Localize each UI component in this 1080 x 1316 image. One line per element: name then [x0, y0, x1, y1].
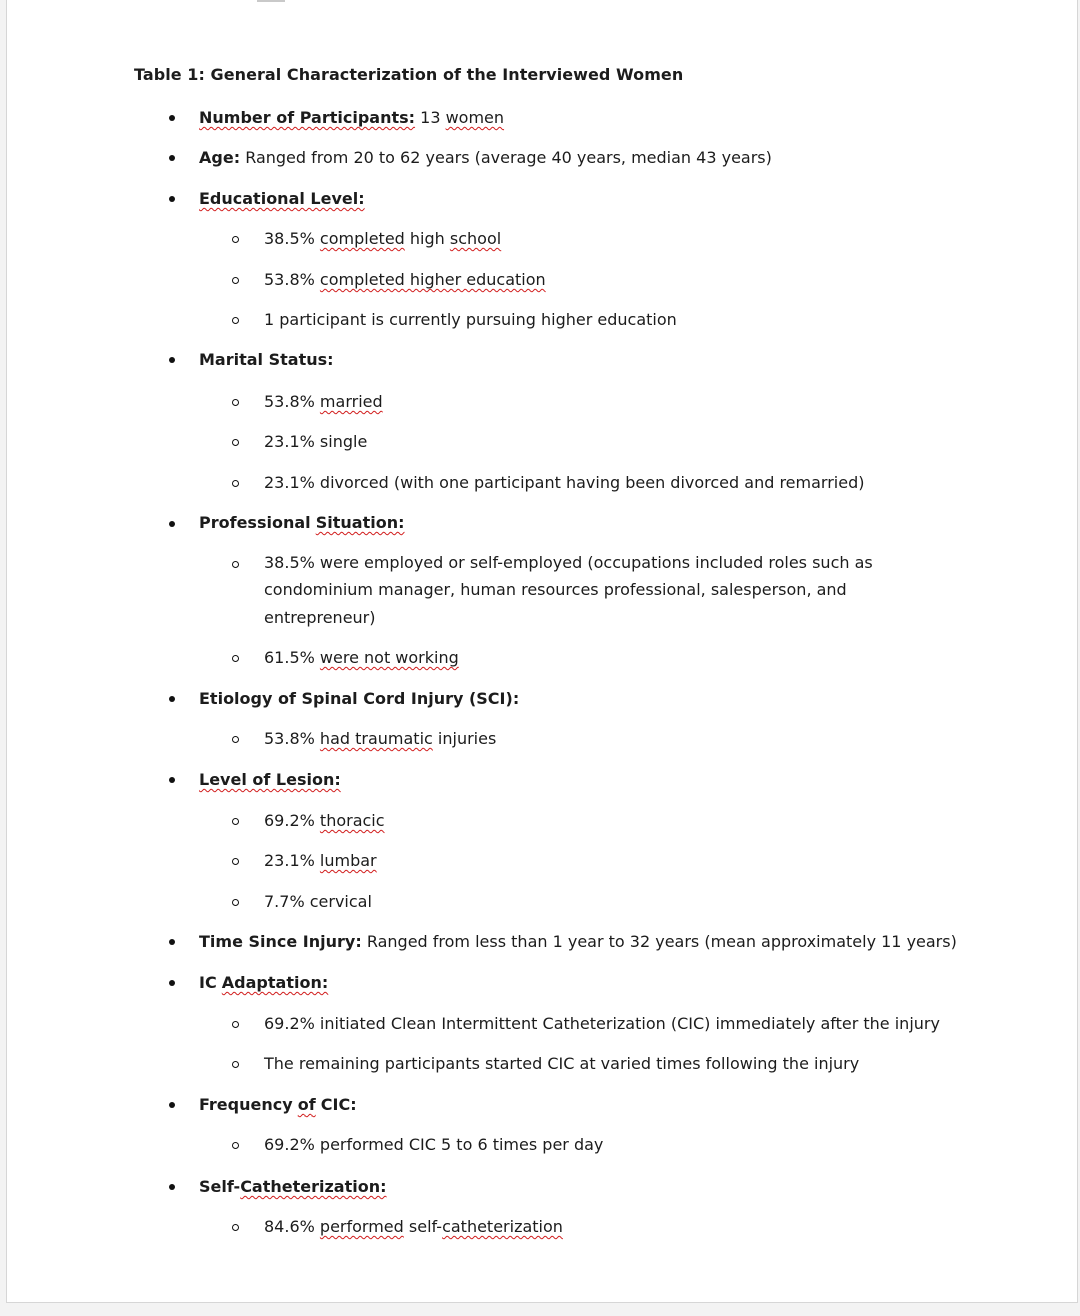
education-item: [264, 270, 546, 290]
self-cath-item: [264, 1217, 563, 1237]
bullet: [169, 696, 175, 702]
professional-label: Professional: [199, 513, 311, 532]
self-cath-label: Catheterization:: [240, 1177, 387, 1196]
sub-bullet: [232, 1224, 239, 1231]
self-cath-text: performed: [319, 1217, 404, 1236]
professional-heading: [199, 513, 404, 533]
lesion-item: 7.7% cervical: [264, 892, 372, 911]
professional-item: [264, 648, 459, 668]
bullet: [169, 980, 175, 986]
etiology-text: injuries: [437, 729, 497, 748]
self-cath-pct: 84.6%: [264, 1217, 315, 1236]
page-top-marker: [257, 0, 285, 2]
sub-bullet: [232, 655, 239, 662]
sub-bullet: [232, 899, 239, 906]
education-label: Educational Level:: [199, 189, 365, 208]
age-label: Age:: [199, 148, 241, 167]
frequency-label: CIC:: [320, 1095, 357, 1114]
participants-count: 13: [420, 108, 441, 127]
bullet: [169, 777, 175, 783]
professional-pct: 61.5%: [264, 648, 315, 667]
education-text: completed: [319, 229, 405, 248]
etiology-text: had traumatic: [319, 729, 433, 748]
bullet: [169, 115, 175, 121]
frequency-label: of: [297, 1095, 316, 1114]
marital-text: married: [319, 392, 383, 411]
age-line: [199, 148, 772, 168]
lesion-pct: 69.2%: [264, 811, 315, 830]
education-text: completed higher education: [319, 270, 546, 289]
lesion-text: lumbar: [319, 851, 377, 870]
marital-label: Marital Status:: [199, 350, 334, 369]
bullet: [169, 155, 175, 161]
sub-bullet: [232, 561, 239, 568]
lesion-item: [264, 851, 377, 871]
participants-label: Number of Participants:: [199, 108, 416, 127]
education-pct: 53.8%: [264, 270, 315, 289]
lesion-item: [264, 811, 385, 831]
sub-bullet: [232, 236, 239, 243]
frequency-label: Frequency: [199, 1095, 293, 1114]
education-text: high: [409, 229, 445, 248]
marital-item: 23.1% single: [264, 432, 368, 451]
time-since-line: [199, 932, 957, 952]
marital-pct: 53.8%: [264, 392, 315, 411]
sub-bullet: [232, 736, 239, 743]
professional-item-line: entrepreneur): [264, 608, 376, 627]
sub-bullet: [232, 439, 239, 446]
sub-bullet: [232, 480, 239, 487]
participants-line: [199, 108, 504, 128]
bullet: [169, 521, 175, 527]
etiology-label: Etiology of Spinal Cord Injury (SCI):: [199, 689, 520, 708]
lesion-label: Level of Lesion:: [199, 770, 341, 789]
ic-item: The remaining participants started CIC at varied times following the injury: [264, 1054, 860, 1073]
bullet: [169, 196, 175, 202]
sub-bullet: [232, 277, 239, 284]
self-cath-text: catheterization: [442, 1217, 563, 1236]
marital-item: [264, 392, 383, 412]
education-pct: 38.5%: [264, 229, 315, 248]
table-title: Table 1: General Characterization of the Interviewed Women: [134, 65, 684, 84]
marital-item: 23.1% divorced (with one participant having been divorced and remarried): [264, 473, 865, 492]
professional-item-line: condominium manager, human resources professional, salesperson, and: [264, 580, 847, 599]
professional-text: were not working: [319, 648, 459, 667]
self-cath-heading: [199, 1177, 387, 1197]
frequency-heading: [199, 1095, 357, 1115]
etiology-pct: 53.8%: [264, 729, 315, 748]
professional-label: Situation:: [315, 513, 405, 532]
ic-label: Adaptation:: [221, 973, 329, 992]
bullet: [169, 1102, 175, 1108]
education-item: 1 participant is currently pursuing higher education: [264, 310, 677, 329]
etiology-item: [264, 729, 496, 749]
self-cath-text: self-: [408, 1217, 443, 1236]
sub-bullet: [232, 317, 239, 324]
lesion-heading: [199, 770, 341, 790]
sub-bullet: [232, 1142, 239, 1149]
document-page: [6, 0, 1078, 1303]
sub-bullet: [232, 818, 239, 825]
bullet: [169, 357, 175, 363]
education-text: school: [449, 229, 502, 248]
frequency-item: 69.2% performed CIC 5 to 6 times per day: [264, 1135, 604, 1154]
sub-bullet: [232, 858, 239, 865]
education-heading: [199, 189, 365, 209]
time-since-label: Time Since Injury:: [199, 932, 362, 951]
age-value: Ranged from 20 to 62 years (average 40 years, median 43 years): [245, 148, 772, 167]
sub-bullet: [232, 1021, 239, 1028]
education-item: [264, 229, 501, 249]
ic-heading: [199, 973, 328, 993]
ic-item: 69.2% initiated Clean Intermittent Catheterization (CIC) immediately after the injury: [264, 1014, 940, 1033]
professional-item-line: 38.5% were employed or self-employed (occupations included roles such as: [264, 553, 873, 572]
time-since-value: Ranged from less than 1 year to 32 years (mean approximately 11 years): [366, 932, 957, 951]
sub-bullet: [232, 399, 239, 406]
lesion-text: thoracic: [319, 811, 385, 830]
bullet: [169, 1184, 175, 1190]
sub-bullet: [232, 1061, 239, 1068]
participants-unit: women: [445, 108, 505, 127]
lesion-pct: 23.1%: [264, 851, 315, 870]
bullet: [169, 939, 175, 945]
ic-label: IC: [199, 973, 217, 992]
self-cath-label: Self-: [199, 1177, 241, 1196]
